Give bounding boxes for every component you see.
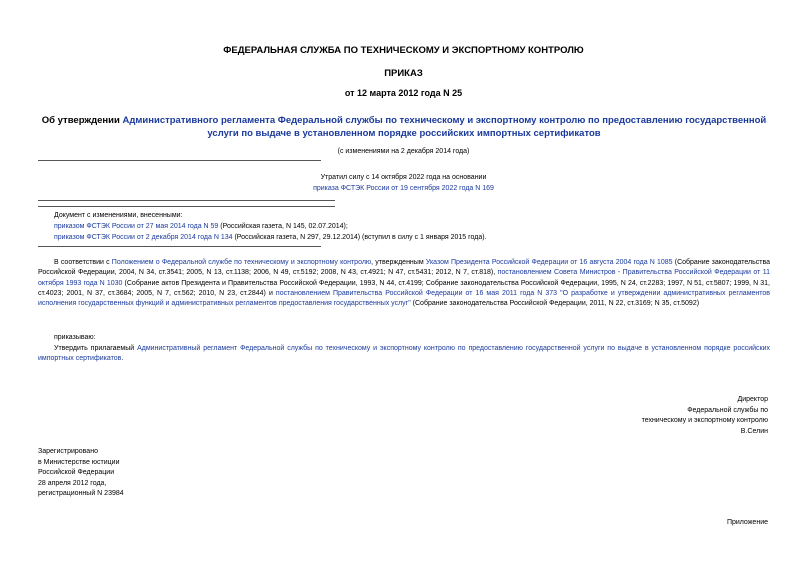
signature-block xyxy=(642,395,768,437)
divider xyxy=(38,200,335,201)
divider xyxy=(38,206,335,207)
doc-type-heading: ПРИКАЗ xyxy=(384,68,423,79)
appendix-label: Приложение xyxy=(726,519,768,526)
amendment-item xyxy=(54,222,348,232)
invalid-order-link[interactable]: приказа ФСТЭК России от 19 сентября 2022 года N 169 xyxy=(313,185,494,192)
preamble-text: (Собрание законодательства Российской Федерации, 2011, N 22, ст.3169; N 35, ст.5092) xyxy=(410,300,700,308)
regulation-link[interactable]: Положением о Федеральной службе по техническому и экспортному контролю xyxy=(111,259,372,266)
order-word: приказываю: xyxy=(54,334,96,341)
date-number-heading: от 12 марта 2012 года N 25 xyxy=(344,88,463,98)
title-regulation-link[interactable]: Административного регламента Федеральной службы по техническому и экспортному контролю по предоставлению государственной услуги по выдаче в установленном порядке российских импортных сертификатов xyxy=(122,115,767,139)
resolution-1030-link[interactable]: постановлением Совета Министров - Правительства Российской Федерации от 11 октября 1993 года N 1030 xyxy=(38,269,770,287)
amendment-link-1[interactable]: приказом ФСТЭК России от 27 мая 2014 года N 59 xyxy=(54,223,219,230)
registration-line: 28 апреля 2012 года, xyxy=(38,479,107,487)
preamble-text: (Собрание актов Президента и Правительства Российской Федерации, 1993, N 44, ст.4199; Собрание законодательства Российской Федерации, 1995, N 24, ст.2283; 1997, N 51, ст.5807; 1999, N 31, ст.4023; 2001, N 37, ст.3684; 2005, N 7, ст.562; 2010, N 23, ст.2844) и xyxy=(38,279,770,297)
amendments-heading: Документ с изменениями, внесенными: xyxy=(54,212,183,219)
agency-heading: ФЕДЕРАЛЬНАЯ СЛУЖБА ПО ТЕХНИЧЕСКОМУ И ЭКСПОРТНОМУ КОНТРОЛЮ xyxy=(223,45,584,56)
signature-line: Федеральной службы по xyxy=(687,406,768,414)
amendment-text-1: (Российская газета, N 145, 02.07.2014); xyxy=(218,223,348,230)
preamble-paragraph xyxy=(38,258,770,309)
amendment-text-2: (Российская газета, N 297, 29.12.2014) (вступил в силу с 1 января 2015 года). xyxy=(232,234,487,241)
signature-name: В.Селин xyxy=(740,427,768,435)
amendment-link-2[interactable]: приказом ФСТЭК России от 2 декабря 2014 года N 134 xyxy=(54,234,233,241)
resolution-373-link[interactable]: постановлением Правительства Российской Федерации от 16 мая 2011 года N 373 "О разработке и утверждении административных регламентов исполнения государственных функций и административных регламентов предоставления государственных услуг" xyxy=(38,289,771,308)
divider xyxy=(38,246,321,247)
registration-line: Российской Федерации xyxy=(38,469,115,476)
registration-line: Зарегистрировано xyxy=(38,448,98,455)
preamble-text: , утвержденным xyxy=(371,259,426,266)
signature-line: Директор xyxy=(737,396,768,403)
document-title xyxy=(38,114,770,140)
registration-block xyxy=(38,447,124,500)
invalid-line-1: Утратил силу с 14 октября 2022 года на основании xyxy=(320,174,487,181)
regulation-approval-link[interactable]: Административный регламент Федеральной службы по техническому и экспортному контролю по предоставлению государственной услуги по выдаче в установленном порядке российских импортных сертификатов xyxy=(38,345,770,363)
preamble-text: В соответствии с xyxy=(54,259,112,266)
amendment-item xyxy=(54,233,487,243)
changes-note: (с изменениями на 2 декабря 2014 года) xyxy=(337,148,470,155)
registration-line: регистрационный N 23984 xyxy=(38,490,124,497)
order-text: . xyxy=(121,355,124,363)
order-text: Утвердить прилагаемый xyxy=(54,345,138,352)
decree-link[interactable]: Указом Президента Российской Федерации от 16 августа 2004 года N 1085 xyxy=(425,259,673,266)
order-paragraph xyxy=(38,344,770,365)
title-prefix: Об утверждении xyxy=(41,115,123,126)
registration-line: в Министерстве юстиции xyxy=(38,458,120,466)
divider xyxy=(38,160,321,161)
signature-line: техническому и экспортному контролю xyxy=(641,417,768,424)
preamble-text: (Собрание законодательства Российской Федерации, 2004, N 34, ст.3541; 2005, N 13, ст.1138; 2006, N 49, ст.5192; 2008, N 43, ст.4921; N 47, ст.5431; 2012, N 7, ст.818), xyxy=(38,259,770,277)
